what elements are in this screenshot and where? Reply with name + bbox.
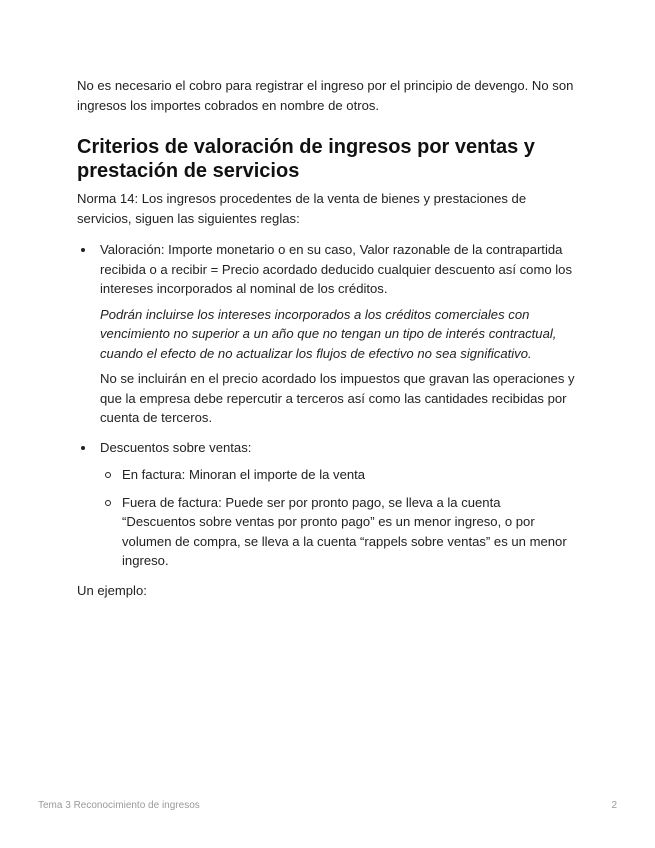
section-heading: Criterios de valoración de ingresos por ventas y prestación de servicios <box>77 136 535 182</box>
descuentos-sublist <box>100 465 577 571</box>
page-number: 2 <box>611 800 617 811</box>
sublist-item-en-factura <box>100 465 577 485</box>
norma-paragraph: Norma 14: Los ingresos procedentes de la venta de bienes y prestaciones de servicios, siguen las siguientes reglas: <box>77 191 527 226</box>
en-factura-text: En factura: Minoran el importe de la venta <box>122 467 366 482</box>
example-label: Un ejemplo: <box>77 582 147 598</box>
bullet-list <box>77 240 577 571</box>
list-item-descuentos <box>77 438 577 571</box>
fuera-factura-text: Fuera de factura: Puede ser por pronto pago, se lleva a la cuenta “Descuentos sobre ventas por pronto pago” es un menor ingreso, o por volumen de compra, se lleva a la cuenta “rappels sobre ventas” es un menor ingreso. <box>122 494 567 568</box>
footer-doc-title: Tema 3 Reconocimiento de ingresos <box>38 800 200 811</box>
descuentos-text: Descuentos sobre ventas: <box>100 439 252 455</box>
impuestos-note: No se incluirán en el precio acordado los impuestos que gravan las operaciones y que la empresa debe repercutir a terceros así como las cantidades recibidas por cuenta de terceros. <box>100 371 575 425</box>
list-item-valoracion <box>77 240 577 428</box>
intro-paragraph: No es necesario el cobro para registrar el ingreso por el principio de devengo. No son ingresos los importes cobrados en nombre de otros. <box>77 78 574 113</box>
document-body <box>77 76 577 600</box>
sublist-item-fuera-factura <box>100 493 577 571</box>
intereses-note: Podrán incluirse los intereses incorporados a los créditos comerciales con vencimiento no superior a un año que no tengan un tipo de interés contractual, cuando el efecto de no actualizar los flujos de efectivo no sea significativo. <box>100 306 557 361</box>
valoracion-text: Valoración: Importe monetario o en su caso, Valor razonable de la contrapartida recibida o a recibir = Precio acordado deducido cualquier descuento así como los intereses incorporados al nominal de los créditos. <box>100 242 573 296</box>
